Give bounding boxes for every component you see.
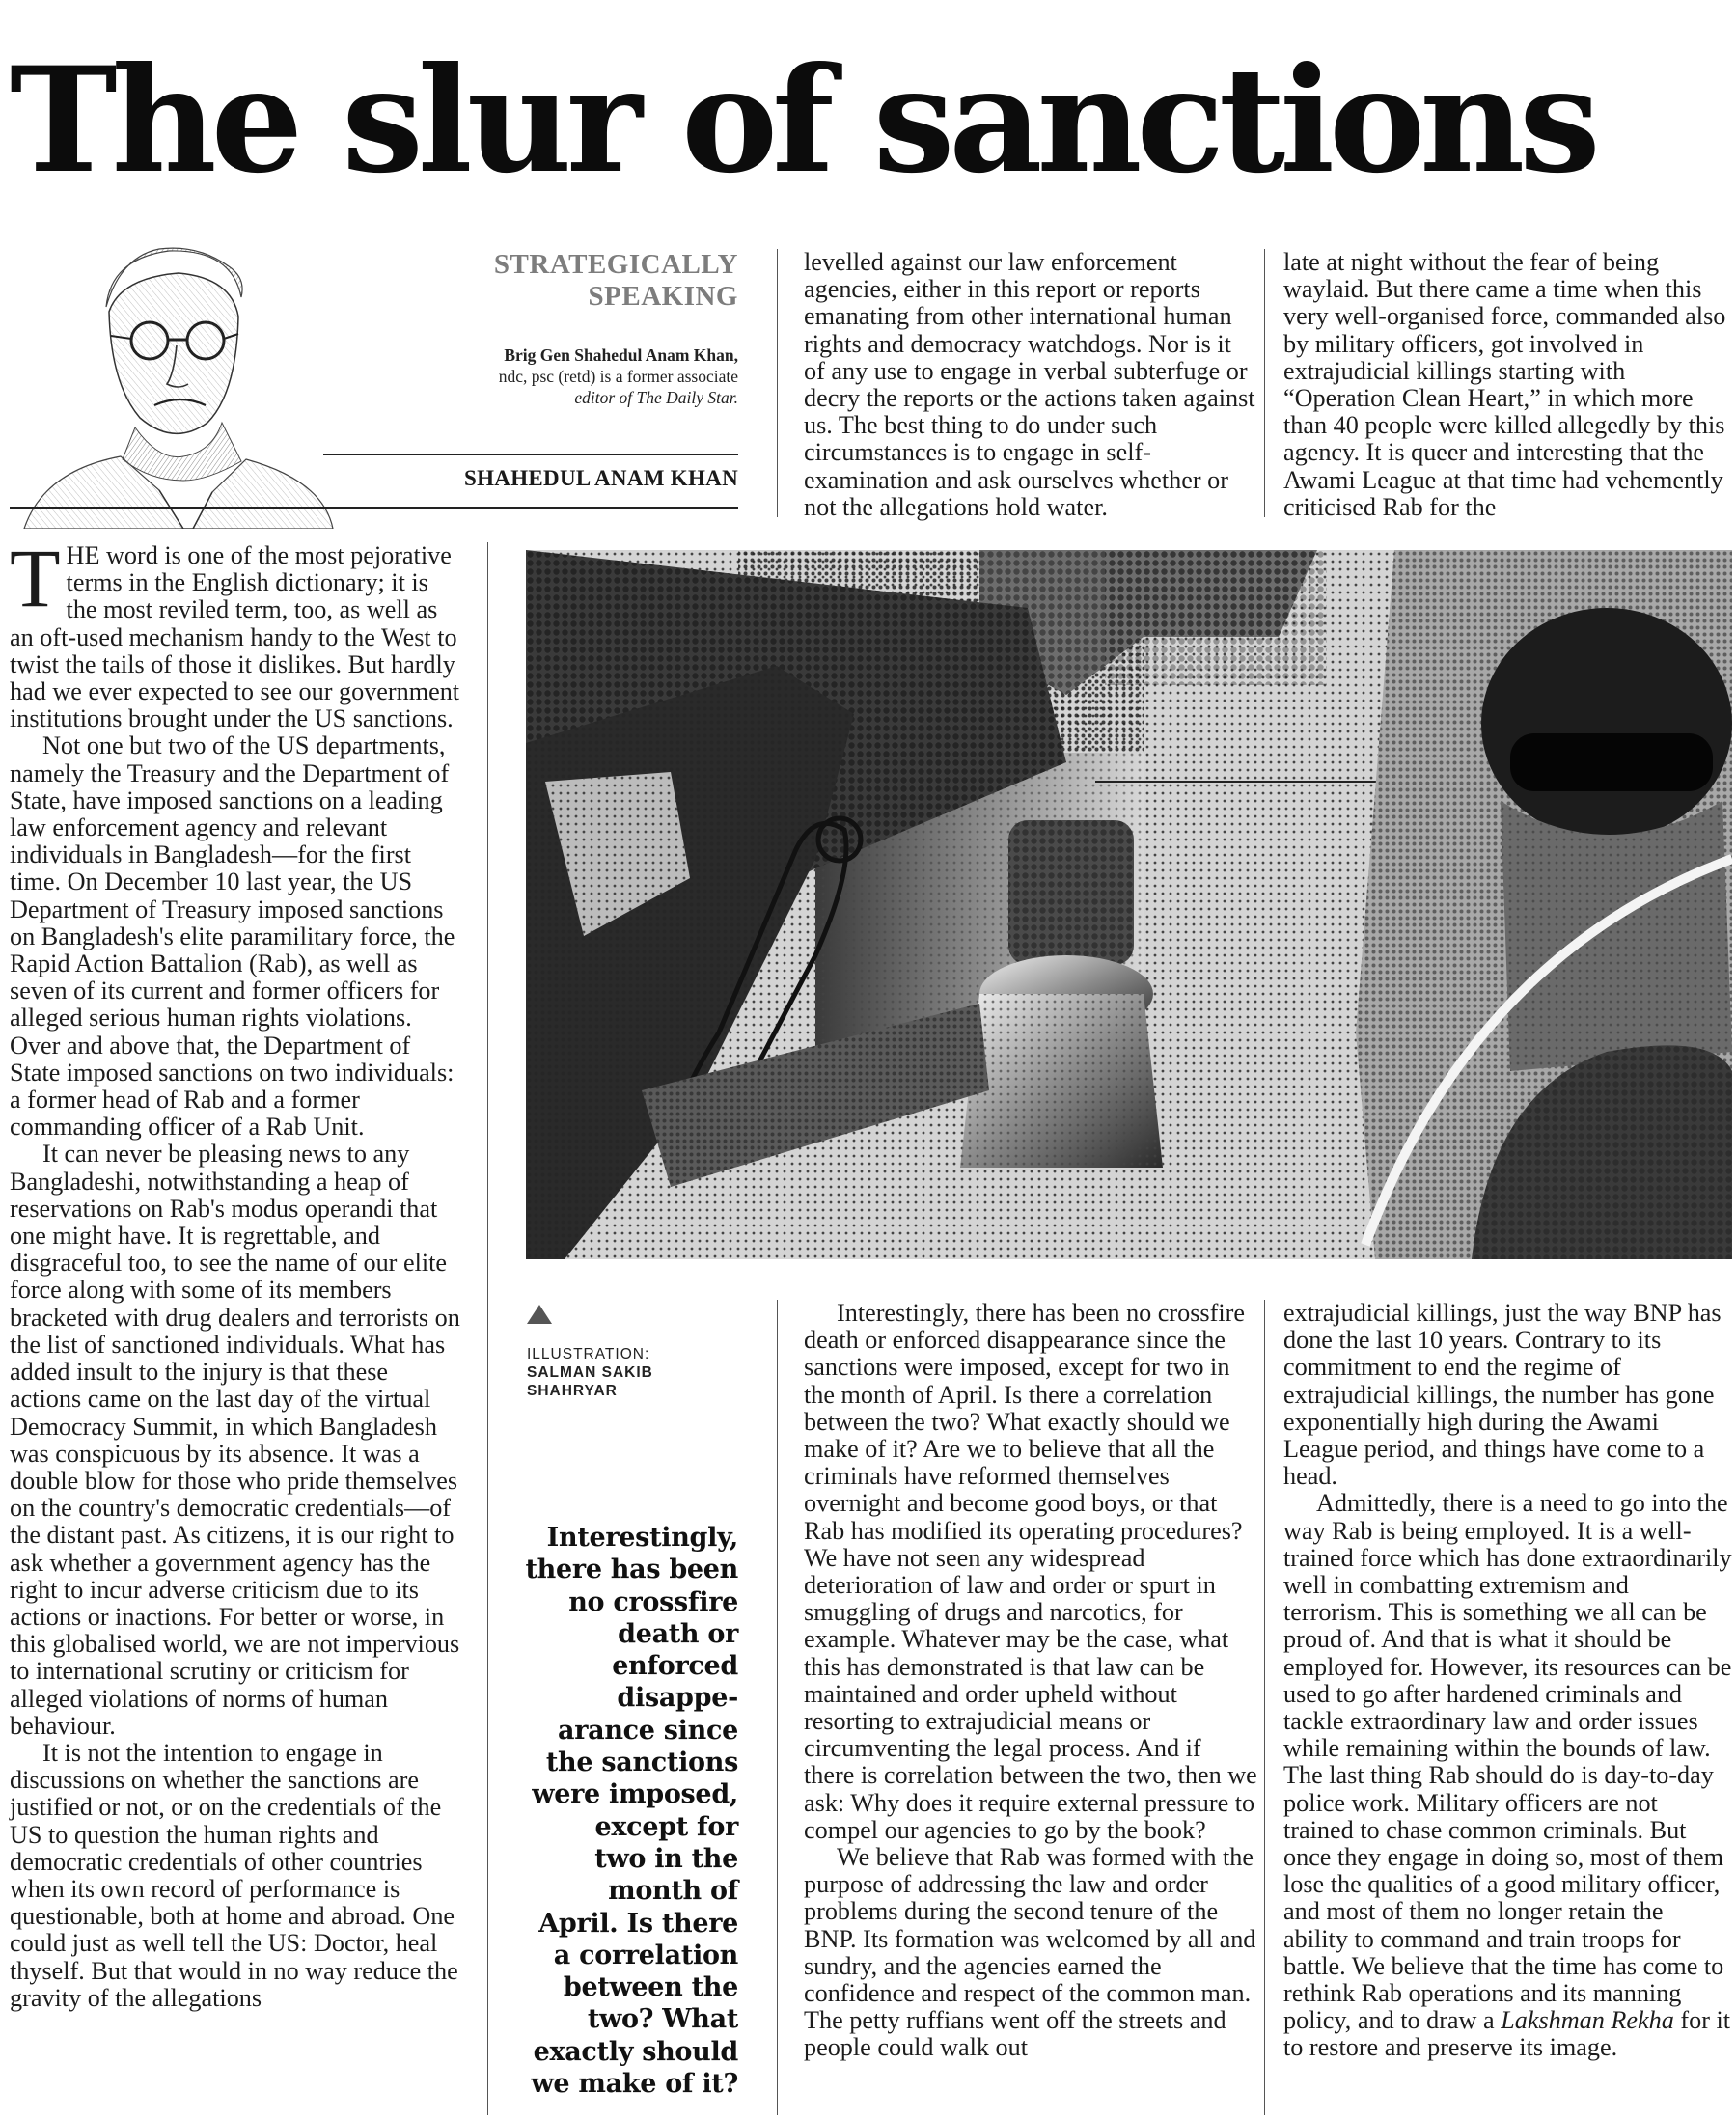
- article-column-3-bottom: [1283, 1300, 1732, 2062]
- author-bio-name: Brig Gen Shahedul Anam Khan,: [504, 345, 738, 365]
- paragraph-6-continued: late at night without the fear of being waylaid. But there came a time when this very well-organised force, commanded also by military officers, got involved in extrajudicial killings starting with “Operation Clean Heart,” in which more than 40 people were killed allegedly by this agency. It is queer and interesting that the Awami League at that time had vehemently criticised Rab for the: [1283, 248, 1726, 521]
- pull-quote-line: month of: [608, 1876, 738, 1907]
- pull-quote-line: Interestingly,: [546, 1523, 738, 1553]
- pull-quote-line: two in the: [594, 1843, 738, 1874]
- pull-quote-line: enforced: [612, 1651, 738, 1682]
- column-rule-top-2: [1264, 249, 1265, 517]
- pull-quote-line: no crossfire: [568, 1586, 738, 1617]
- pull-quote-line: were imposed,: [532, 1779, 738, 1810]
- pull-quote-line: arance since: [558, 1715, 738, 1746]
- column-rule-bottom-2: [1264, 1300, 1265, 2115]
- illustration-credit-marker-icon: [527, 1305, 552, 1324]
- byline-bottom-rule: [10, 507, 738, 509]
- paragraph-7: [1283, 1490, 1732, 2061]
- pull-quote-line: disappe-: [617, 1683, 738, 1714]
- paragraph-5: Interestingly, there has been no crossfire death or enforced disappearance since the sanctions were imposed, except for two in the month of April. Is there a correlation between the two? What exactly should we make of it? Are we to believe that all the criminals have reformed themselves overnight and become good boys, or that Rab has modified its operating procedures? We have not seen any widespread deterioration of law and order or spurt in smuggling of drugs and narcotics, for example. Whatever may be the case, what this has demonstrated is that law can be maintained and order upheld without resorting to extrajudicial means or circumventing the legal process. And if there is correlation between the two, then we ask: Why does it require external pressure to compel our agencies to go by the book?: [804, 1299, 1257, 1844]
- headline: The slur of sanctions: [10, 36, 1595, 206]
- pull-quote-line: two? What: [587, 2004, 738, 2035]
- pull-quote-line: April. Is there: [538, 1908, 738, 1939]
- paragraph-2: Not one but two of the US departments, namely the Treasury and the Department of State, have imposed sanctions on a leading law enforcement agency and relevant individuals in Bangladesh—for the first time. On December 10 last year, the US Department of Treasury imposed sanctions on Bangladesh's elite paramilitary force, the Rapid Action Battalion (Rab), as well as seven of its current and former officers for alleged serious human rights violations. Over and above that, the Department of State imposed sanctions on two individuals: a former head of Rab and a former commanding officer of a Rab Unit.: [10, 731, 455, 1142]
- pull-quote-line: we make of it?: [531, 2069, 738, 2100]
- paragraph-1: HE word is one of the most pejorative terms in the English dictionary; it is the most reviled term, too, as well as an oft-used mechanism handy to the West to twist the tails of those it dislikes. But hardly had we ever expected to see our government institutions brought under the US sanctions.: [10, 541, 460, 733]
- article-column-2-bottom: [804, 1300, 1257, 2062]
- pull-quote-line: death or: [618, 1618, 738, 1649]
- pull-quote-line: the sanctions: [545, 1748, 738, 1778]
- article-column-2-top: [804, 249, 1257, 521]
- column-rule-top-1: [777, 249, 778, 517]
- article-column-1: [10, 532, 463, 2012]
- byline-top-rule: [323, 454, 738, 455]
- paragraph-7-italic: Lakshman Rekha: [1501, 2006, 1674, 2035]
- paragraph-4-continued: levelled against our law enforcement agencies, either in this report or reports emanating from other international human rights and democracy watchdogs. Nor is it of any use to engage in verbal subterfuge or decry the reports or the actions taken against us. The best thing to do under such circumstances is to engage in self-examination and ask ourselves whether or not the allegations hold water.: [804, 248, 1255, 521]
- author-bio-line2: ndc, psc (retd) is a former associate: [498, 367, 738, 386]
- paragraph-4: It is not the intention to engage in discussions on whether the sanctions are justified or not, or on the credentials of the US to question the human rights and democratic credentials of other countries when its own record of performance is questionable, both at home and abroad. One could just as well tell the US: Doctor, heal thyself. But that would in no way reduce the gravity of the allegations: [10, 1738, 458, 2012]
- illustration-credit-names: [527, 1363, 653, 1400]
- column-name-line1: STRATEGICALLY: [493, 249, 738, 280]
- pull-quote-line: there has been: [525, 1555, 738, 1585]
- illustration-credit-label: ILLUSTRATION:: [527, 1346, 650, 1363]
- drop-cap: T: [10, 532, 61, 624]
- author-bio-publication: The Daily Star.: [636, 388, 738, 407]
- illustration-credit-name2: SHAHRYAR: [527, 1383, 618, 1399]
- collage-illustration-icon: [526, 550, 1732, 1259]
- pull-quote-line: exactly should: [533, 2036, 738, 2067]
- paragraph-7-text: Admittedly, there is a need to go into the way Rab is being employed. It is a well-trained force which has done extraordinarily well in combatting extremism and terrorism. This is something we all can be proud of. And that is what it should be employed for. However, its resources can be used to go after hardened criminals and tackle extraordinary law and order issues while remaining within the bounds of law. The last thing Rab should do is day-to-day police work. Military officers are not trained to chase common criminals. But once they engage in doing so, most of them lose the qualities of a good military officer, and most of them no longer retain the ability to command and train troops for battle. We believe that the time has come to rethink Rab operations and its manning policy, and to draw a: [1283, 1489, 1732, 2035]
- column-name-line2: SPEAKING: [588, 281, 738, 312]
- column-name: [386, 249, 738, 313]
- illustration-credit-name1: SALMAN SAKIB: [527, 1364, 653, 1381]
- pull-quote-line: except for: [594, 1811, 738, 1842]
- paragraph-6: We believe that Rab was formed with the purpose of addressing the law and order problems during the second tenure of the BNP. Its formation was welcomed by all and sundry, and the agencies earned the confidence and respect of the common man. The petty ruffians went off the streets and people could walk out: [804, 1843, 1256, 2062]
- column-rule-left: [487, 542, 488, 2115]
- author-bio: [405, 344, 738, 408]
- author-portrait-sketch-icon: [14, 239, 343, 529]
- paragraph-7-end: for it to restore and preserve its image.: [1283, 2006, 1731, 2062]
- author-bio-line3-pre: editor of: [574, 388, 637, 407]
- pull-quote-line: a correlation: [553, 1940, 738, 1970]
- paragraph-3: It can never be pleasing news to any Bangladeshi, notwithstanding a heap of reservations on Rab's modus operandi that one might have. It is regrettable, and disgraceful too, to see the name of our elite force along with some of its members bracketed with drug dealers and terrorists on the list of sanctioned individuals. What has added insult to the injury is that these actions came on the last day of the virtual Democracy Summit, in which Bangladesh was conspicuous by its absence. It was a double blow for those who pride themselves on the country's democratic credentials—of the distant past. As citizens, it is our right to ask whether a government agency has the right to incur adverse criticism due to its actions or inactions. For better or worse, in this globalised world, we are not impervious to international scrutiny or criticism for alleged violations of norms of human behaviour.: [10, 1140, 460, 1740]
- column-rule-bottom-1: [777, 1300, 778, 2115]
- byline: SHAHEDUL ANAM KHAN: [464, 466, 738, 490]
- pull-quote: [516, 1522, 738, 2100]
- paragraph-6-continued-2: extrajudicial killings, just the way BNP has done the last 10 years. Contrary to its commitment to end the regime of extrajudicial killings, the number has gone exponentially high during the Awami League period, and things have come to a head.: [1283, 1299, 1722, 1491]
- pull-quote-line: between the: [563, 1972, 738, 2003]
- article-column-3-top: [1283, 249, 1732, 521]
